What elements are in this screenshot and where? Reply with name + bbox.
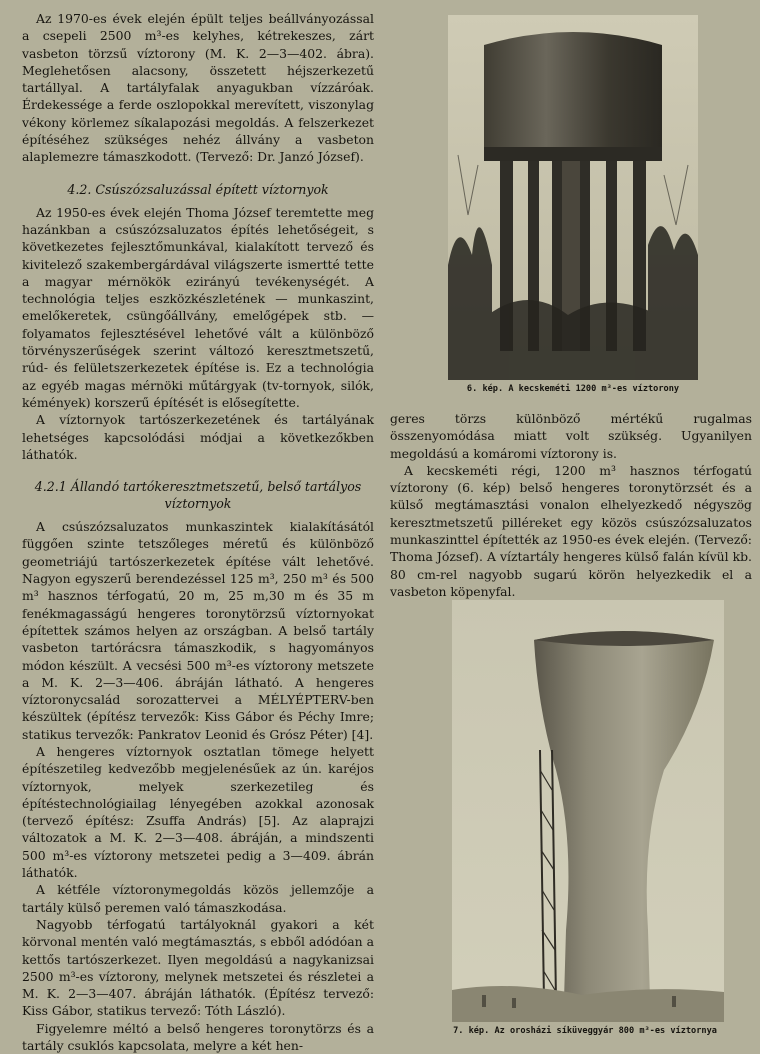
paragraph-kozos: A kétféle víztoronymegoldás közös jellemzője a tartály külső peremen való támaszkodása. [22, 882, 374, 915]
caption-photo-7: 7. kép. Az orosházi síküveggyár 800 m³-es víztornya [453, 1026, 717, 1036]
paragraph-kapcsolodas: A víztornyok tartószerkezetének és tartályának lehetséges kapcsolódási módjai a következőkben láthatók. [22, 412, 374, 462]
section-heading-4-2: 4.2. Csúszózsaluzással épített víztornyok [67, 181, 329, 197]
left-column [22, 10, 374, 1054]
paragraph-csuklos: Figyelemre méltó a belső hengeres toronytörzs és a tartály csuklós kapcsolata, melyre a két hen- [22, 1020, 374, 1054]
caption-photo-6: 6. kép. A kecskeméti 1200 m³-es víztorony [466, 384, 680, 394]
section-heading-4-2-1: 4.2.1 Állandó tartókeresztmetszetű, belső tartályos víztornyok [34, 479, 362, 512]
paragraph-rugalmas: geres törzs különböző mértékű rugalmas összenyomódása miatt volt szükség. Ugyanilyen megoldású a komáromi víztorony is. [390, 411, 752, 461]
paragraph-nagykanizsa: Nagyobb térfogatú tartályoknál gyakori a két körvonal mentén való megtámasztás, s ebből adódóan a kettős tartószerkezet. Ilyen megoldású a nagykanizsai 2500 m³-es víztorony, melynek metszetei és részletei a M. K. 2—3—407. ábráján láthatók. (Építész tervező: Kiss Gábor, statikus tervező: Tóth László). [22, 916, 374, 1019]
paragraph-csepel: Az 1970-es évek elején épült teljes beállványozással a csepeli 2500 m³-es kelyhes, kétrekeszes, zárt vasbeton törzsű víztorony (M. K. 2—3—402. ábra). Meglehetősen alacsony, összetett héjszerkezetű tartállyal. A tartályfalak anyagukban vízzáróak. Érdekessége a ferde oszlopokkal merevített, viszonylag vékony körlemez síkalapozási megoldás. A felszerkezet építéséhez szükséges nehéz állvány a vasbeton alaplemezre támaszkodott. (Tervező: Dr. Janzó József). [22, 11, 374, 165]
photo-kecskemet-water-tower [448, 15, 698, 380]
photo-oroshaza-water-tower [452, 600, 724, 1022]
paragraph-karejos: A hengeres víztornyok osztatlan tömege helyett építészetileg kedvezőbb megjelenésűek az ún. karéjos víztornyok, melyek szerkezetileg és építéstechnológiailag lényegében azokkal azonosak (tervező építész: Zsuffa András) [5]. Az alaprajzi változatok a M. K. 2—3—408. ábráján, a mindszenti 500 m³-es víztorony metszetei pedig a 3—409. ábrán láthatók. [22, 743, 374, 881]
paragraph-thoma: Az 1950-es évek elején Thoma József teremtette meg hazánkban a csúszózsaluzatos építés lehetőségeit, s következetes fejlesztőmunkával, kialakított tervező és kivitelező szakembergárdával világszerte ismertté tette a magyar mérnökök ezirányú tevékenységét. A technológia teljes eszközkészletének — munkaszint, emelőkeretek, csüngőállvány, emelőgépek stb. — folyamatos fejlesztésével lehetővé vált a különböző törvényszerűségek szerint változó keresztmetszetű, rúd- és felületszerkezetek építése is. Ez a technológia az egyéb magas mérnöki műtárgyak (tv-tornyok, silók, kémények) korszerű építését is elősegítette. [22, 204, 374, 410]
paragraph-kecskemet: A kecskeméti régi, 1200 m³ hasznos térfogatú víztorony (6. kép) belső hengeres toronytörzsét és a külső megtámasztási vonalon elhelyezkedő négyszög keresztmetszetű pilléreket egy közös csúszózsaluzatos munkaszinttel építették az 1950-es évek elején. (Tervező: Thoma József). A víztartály hengeres külső falán kívül kb. 80 cm-rel nagyobb sugarú körön helyezkedik el a vasbeton köpenyfal. [390, 462, 752, 599]
right-column [390, 410, 752, 600]
paragraph-munkaszint: A csúszózsaluzatos munkaszintek kialakításától függően szinte tetszőleges méretű és különböző geometriájú tartószerkezetek építése vált lehetővé. Nagyon egyszerű berendezéssel 125 m³, 250 m³ és 500 m³ hasznos térfogatú, 20 m, 25 m,30 m és 35 m fenékmagasságú hengeres toronytörzsű víztornyokat építettek számos helyen az országban. A belső tartály vasbeton tartórácsra támaszkodik, s hagyományos módon készült. A vecsési 500 m³-es víztorony metszete a M. K. 2—3—406. ábráján látható. A hengeres víztoronycsalád sorozattervei a MÉLYÉPTERV-ben készültek (építész tervezők: Kiss Gábor és Péchy Imre; statikus tervezők: Pankratov Leonid és Grósz Péter) [4]. [22, 519, 374, 742]
